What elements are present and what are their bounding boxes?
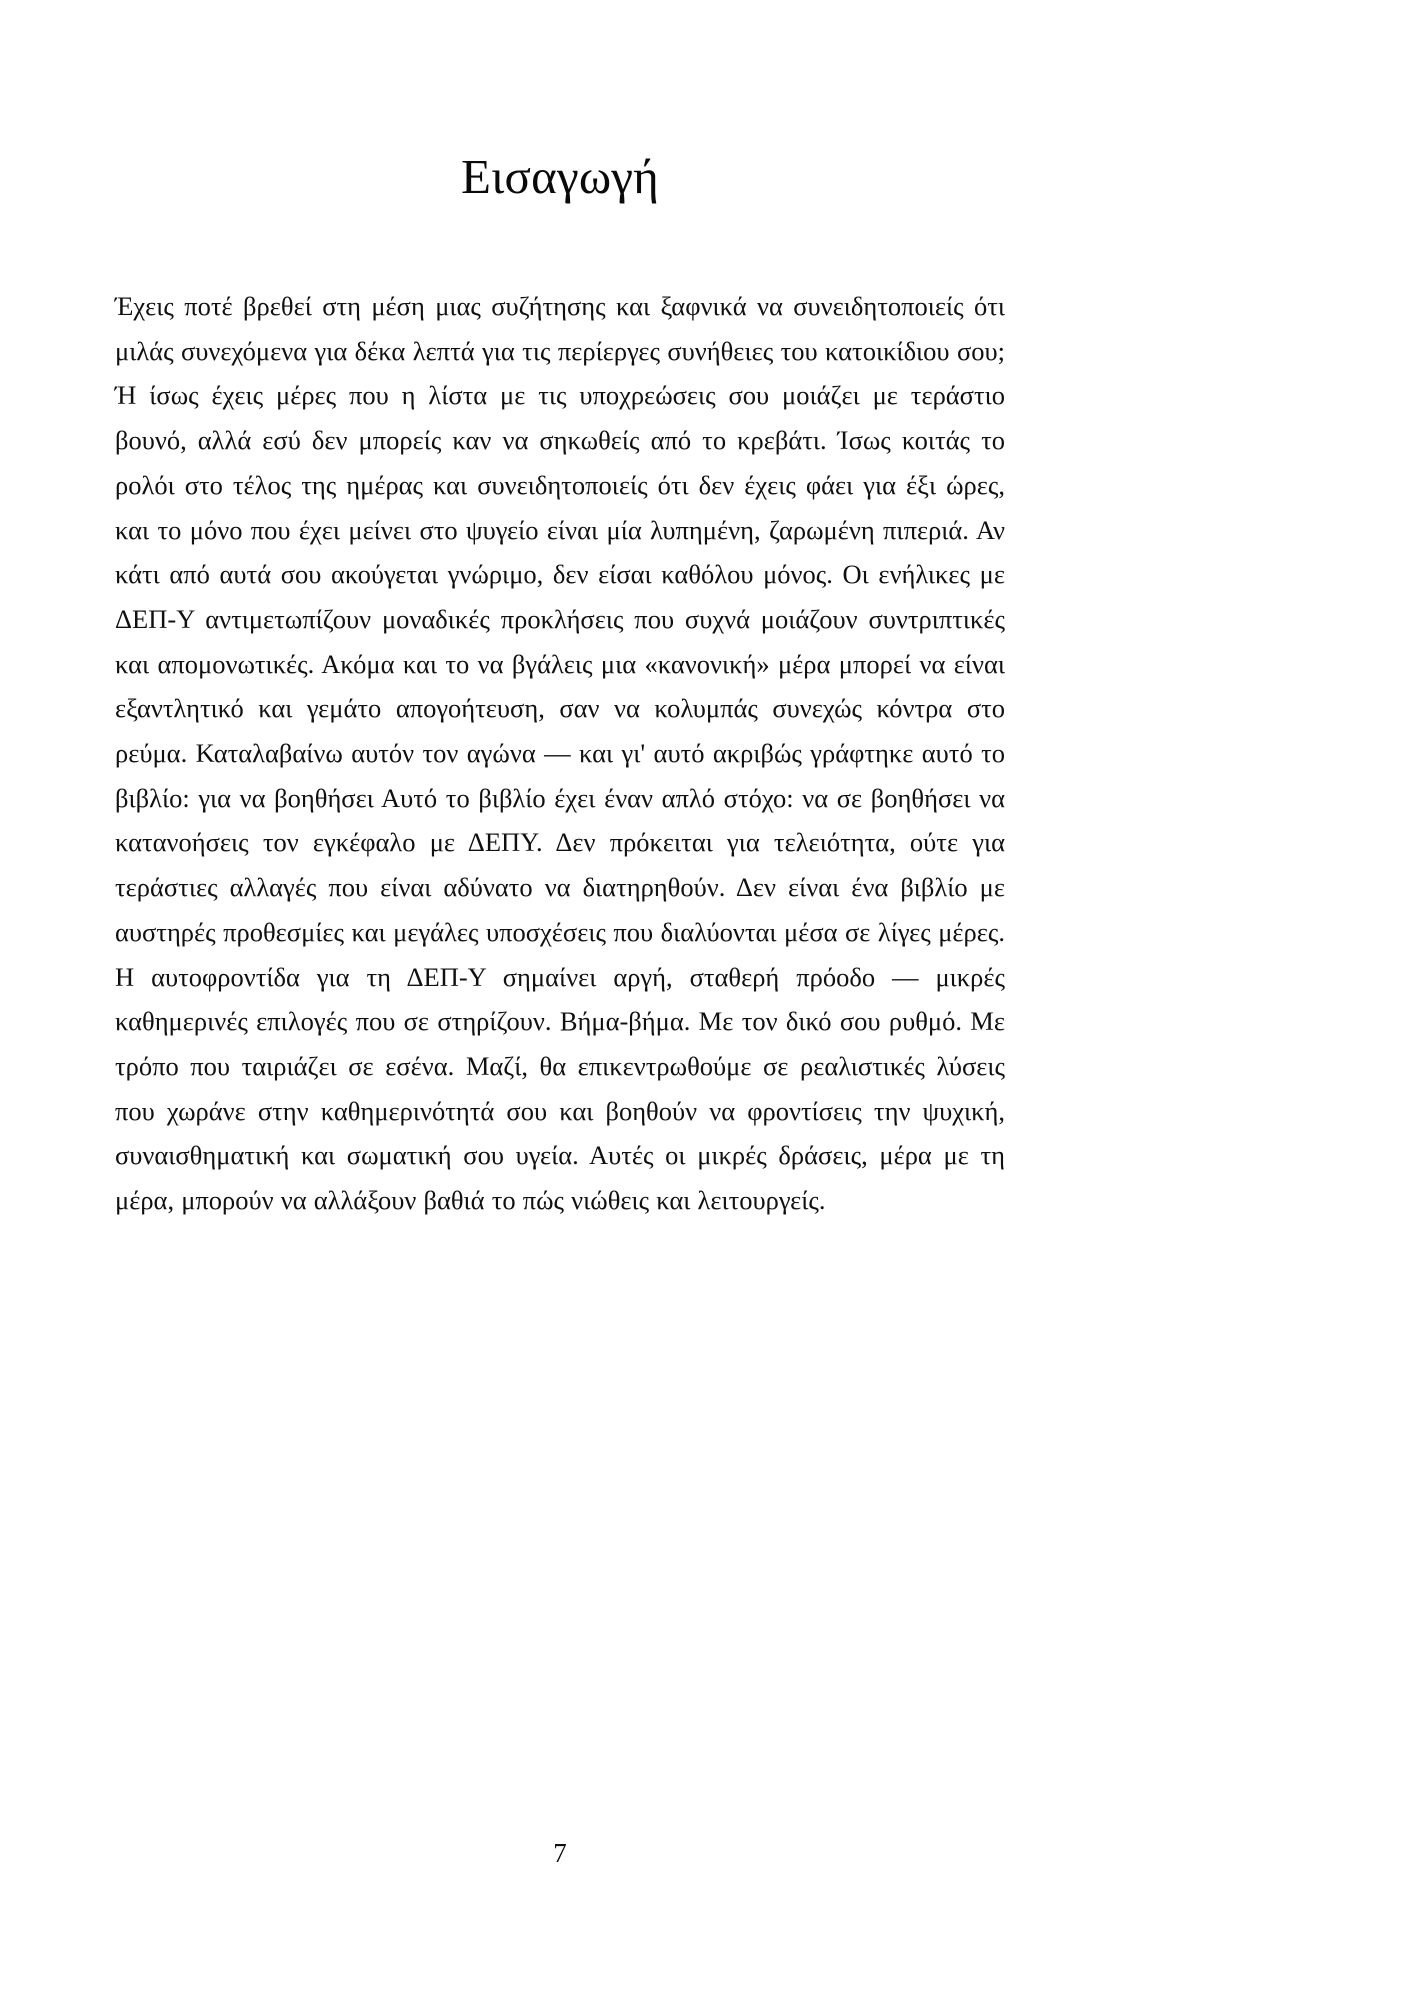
- body-paragraph: Έχεις ποτέ βρεθεί στη μέση μιας συζήτησης και ξαφνικά να συνειδητοποιείς ότι μιλάς συνεχόμενα για δέκα λεπτά για τις περίεργες συνήθειες του κατοικίδιου σου; Ή ίσως έχεις μέρες που η λίστα με τις υποχρεώσεις σου μοιάζει με τεράστιο βουνό, αλλά εσύ δεν μπορείς καν να σηκωθείς από το κρεβάτι. Ίσως κοιτάς το ρολόι στο τέλος της ημέρας και συνειδητοποιείς ότι δεν έχεις φάει για έξι ώρες, και το μόνο που έχει μείνει στο ψυγείο είναι μία λυπημένη, ζαρωμένη πιπεριά. Αν κάτι από αυτά σου ακούγεται γνώριμο, δεν είσαι καθόλου μόνος. Οι ενήλικες με ΔΕΠ-Υ αντιμετωπίζουν μοναδικές προκλήσεις που συχνά μοιάζουν συντριπτικές και απομονωτικές. Ακόμα και το να βγάλεις μια «κανονική» μέρα μπορεί να είναι εξαντλητικό και γεμάτο απογοήτευση, σαν να κολυμπάς συνεχώς κόντρα στο ρεύμα. Καταλαβαίνω αυτόν τον αγώνα — και γι' αυτό ακριβώς γράφτηκε αυτό το βιβλίο: για να βοηθήσει Αυτό το βιβλίο έχει έναν απλό στόχο: να σε βοηθήσει να κατανοήσεις τον εγκέφαλο με ΔΕΠΥ. Δεν πρόκειται για τελειότητα, ούτε για τεράστιες αλλαγές που είναι αδύνατο να διατηρηθούν. Δεν είναι ένα βιβλίο με αυστηρές προθεσμίες και μεγάλες υποσχέσεις που διαλύονται μέσα σε λίγες μέρες. Η αυτοφροντίδα για τη ΔΕΠ-Υ σημαίνει αργή, σταθερή πρόοδο — μικρές καθημερινές επιλογές που σε στηρίζουν. Βήμα-βήμα. Με τον δικό σου ρυθμό. Με τρόπο που ταιριάζει σε εσένα. Μαζί, θα επικεντρωθούμε σε ρεαλιστικές λύσεις που χωράνε στην καθημερινότητά σου και βοηθούν να φροντίσεις την ψυχική, συναισθηματική και σωματική σου υγεία. Αυτές οι μικρές δράσεις, μέρα με τη μέρα, μπορούν να αλλάξουν βαθιά το πώς νιώθεις και λειτουργείς.: [115, 291, 1005, 1216]
- page-title: Εισαγωγή: [461, 149, 659, 204]
- page-number: 7: [553, 1838, 567, 1868]
